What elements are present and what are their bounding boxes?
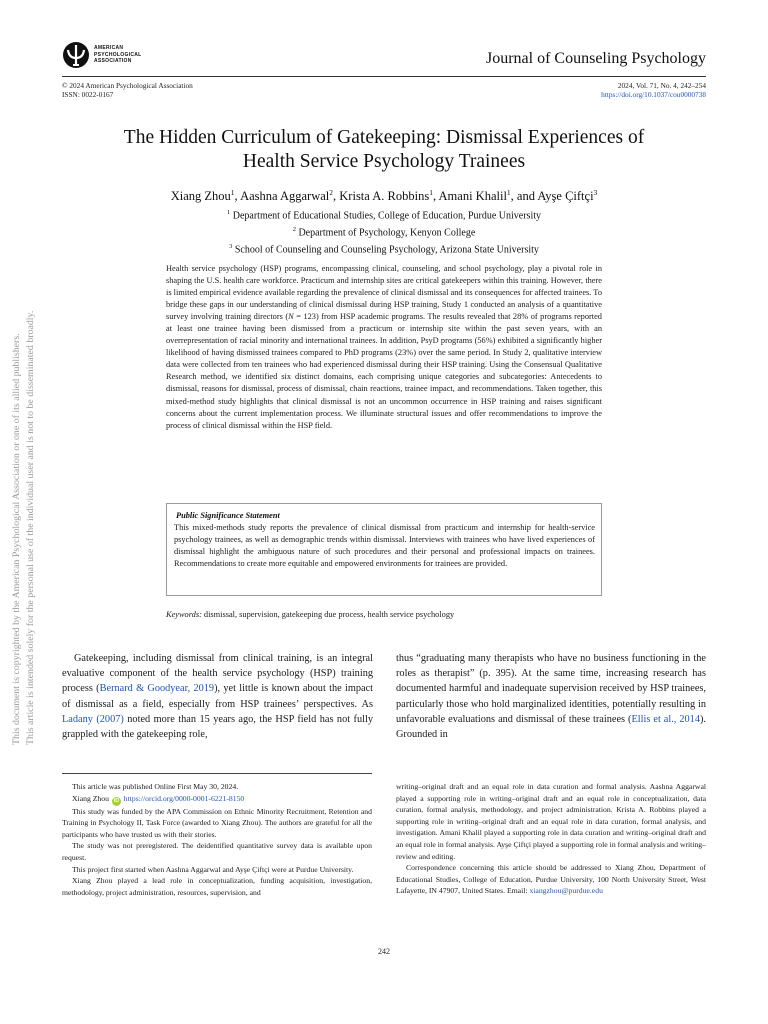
citation-link[interactable]: Ellis et al., 2014 <box>631 713 700 725</box>
footnotes-left <box>62 781 372 898</box>
apa-psi-logo-icon <box>62 41 90 69</box>
author: Krista A. Robbins$^1$, <box>339 188 439 204</box>
published-note: This article was published Online First May 30, 2024. <box>72 782 239 791</box>
citation-block <box>601 81 706 99</box>
header-rule <box>62 76 706 77</box>
public-significance-heading: Public Significance Statement <box>176 511 280 520</box>
email-link[interactable]: xiangzhou@purdue.edu <box>529 886 603 896</box>
abstract: Health service psychology (HSP) programs, encompassing clinical, counseling, and school psychology, play a pivotal role in shaping the U.S. health care workforce. Practicum and internship sites are critical gatekeepers within this training. However, there is limited empirical evidence available regarding the prevalence of clinical dismissal and its consequences for affected trainees. To bridge these gaps in our understanding of clinical dismissal during HSP training, Study 1 conducted an analysis of a quantitative survey involving training directors (N = 123) from HSP academic programs. The results revealed that 28% of programs reported at least one trainee having been dismissed from a practicum or internship site within the past seven years, with an overrepresentation of racial minority and international trainees. In addition, PsyD programs (56%) exhibited a significantly higher likelihood of having dismissed trainees compared to PhD programs (23%) over the same period. In Study 2, qualitative interview data were collected from ten trainees who had experienced dismissal during their HSP training. Using the Consensual Qualitative Research method, we identified six distinct domains, each comprising unique categories and subcategories: Antecedents to dismissal, reasons for dismissal, process of dismissal, chain reactions, trainee impact, and recommendations. Taken together, this mixed-method study highlights that clinical dismissal is not an uncommon occurrence in HSP training and raises significant concerns about the current implementation process. We illuminate structural issues and offer recommendations to improve the process of clinical dismissal within the HSP field. <box>166 264 602 430</box>
author: Ayşe Çiftçi$^3$ <box>537 188 598 204</box>
public-significance-text: This mixed-methods study reports the prevalence of clinical dismissal from practicum and internship for health-service psychology trainees, as well as demographic trends within dismissal. Interviews with trainees who have lived experiences of dismissal highlight the ambiguous nature of such procedures and their personal and professional impacts on trainees. Recommendations to create more equitable and empowered environments for trainees are provided. <box>174 523 595 569</box>
publisher-logo-text: AMERICAN PSYCHOLOGICAL ASSOCIATION <box>94 45 142 65</box>
orcid-icon: iD <box>113 797 120 804</box>
affiliation: $^2$ Department of Psychology, Kenyon College <box>292 225 476 239</box>
citation-link[interactable]: Ladany (2007) <box>62 713 124 725</box>
author-roles-continued: writing–original draft and an equal role in data curation and formal analysis. Aashna Aggarwal played a supporting role in writing–original draft and an equal role in conceptualization, data curation, formal analysis, methodology, and project administration. Krista A. Robbins played a supporting role in writing–original draft and an equal role in data curation, formal analysis, and investigation. Amani Khalil played a supporting role in data curation and writing–original draft and an equal role in formal analysis. Ayşe Çiftçi played a supporting role in formal analysis and writing–review and editing. <box>396 782 706 861</box>
author-list <box>62 188 706 204</box>
correspondence-note: Correspondence concerning this article should be addressed to Xiang Zhou, Department of Educational Studies, College of Education, Purdue University, 100 North University Street, West Lafayette, IN 47907, United States. Email: xiangzhou@purdue.edu <box>396 863 706 896</box>
author: Xiang Zhou$^1$, <box>170 188 241 204</box>
project-note: This project first started when Aashna Aggarwal and Ayşe Çiftçi were at Purdue University. <box>72 864 354 874</box>
body-column-left: Gatekeeping, including dismissal from clinical training, is an integral evaluative component of the health service psychology (HSP) training process (Bernard & Goodyear, 2019), yet little is known about the impact of dismissal as a field, especially from HSP trainees’ perspectives. As Ladany (2007) noted more than 15 years ago, the HSP field has not fully grappled with the gatekeeping role, <box>62 653 374 741</box>
funding-note: This study was funded by the APA Commission on Ethnic Minority Recruitment, Retention and Training in Psychology II, Task Force (awarded to Xiang Zhou). The authors are grateful for all the participants who have trusted us with their stories. <box>62 806 372 839</box>
body-column-right: thus “graduating many therapists who have no business functioning in the roles as therapist” (p. 395). At the same time, increasing research has documented harmful and inadequate supervision received by HSP trainees, particularly those who hold marginalized identities, potentially resulting in unfavorable evaluations and dismissal of these trainees (Ellis et al., 2014). Grounded in <box>396 653 706 741</box>
author-roles-note: Xiang Zhou played a lead role in conceptualization, funding acquisition, investigation, methodology, project administration, resources, supervision, and <box>62 876 372 897</box>
side-copyright-notice: This document is copyrighted by the American Psychological Association or one of its allied publishers. This article is intended solely for the personal use of the individual user and is not to be disseminated broadly. <box>11 310 36 745</box>
author: Aashna Aggarwal$^2$, <box>240 188 340 204</box>
journal-name: Journal of Counseling Psychology <box>486 50 706 67</box>
volume-info: 2024, Vol. 71, No. 4, 242–254 <box>617 81 706 90</box>
copyright: © 2024 American Psychological Association <box>62 81 193 90</box>
article-title: The Hidden Curriculum of Gatekeeping: Dismissal Experiences of Health Service Psychology Trainees <box>123 127 645 172</box>
page-number: 242 <box>378 947 390 956</box>
preregistration-note: The study was not preregistered. The deidentified quantitative survey data is available upon request. <box>62 841 372 862</box>
publisher-logo <box>62 40 202 70</box>
orcid-note: Xiang Zhou iD https://orcid.org/0000-0001-6221-8150 <box>72 793 245 804</box>
affiliation: $^3$ School of Counseling and Counseling Psychology, Arizona State University <box>229 242 539 256</box>
copyright-block <box>62 81 193 99</box>
footnotes-right <box>396 781 706 897</box>
affiliation: $^1$ Department of Educational Studies, College of Education, Purdue University <box>226 209 541 222</box>
orcid-link[interactable]: https://orcid.org/0000-0001-6221-8150 <box>123 793 245 803</box>
doi-link[interactable]: https://doi.org/10.1037/cou0000738 <box>601 90 706 99</box>
author: Amani Khalil$^1$, and <box>438 188 538 204</box>
keywords: Keywords: dismissal, supervision, gatekeeping due process, health service psychology <box>166 610 455 619</box>
issn: ISSN: 0022-0167 <box>62 90 114 99</box>
footnote-rule <box>62 773 372 774</box>
affiliation-list <box>62 206 706 257</box>
citation-link[interactable]: Bernard & Goodyear, 2019 <box>99 683 215 695</box>
